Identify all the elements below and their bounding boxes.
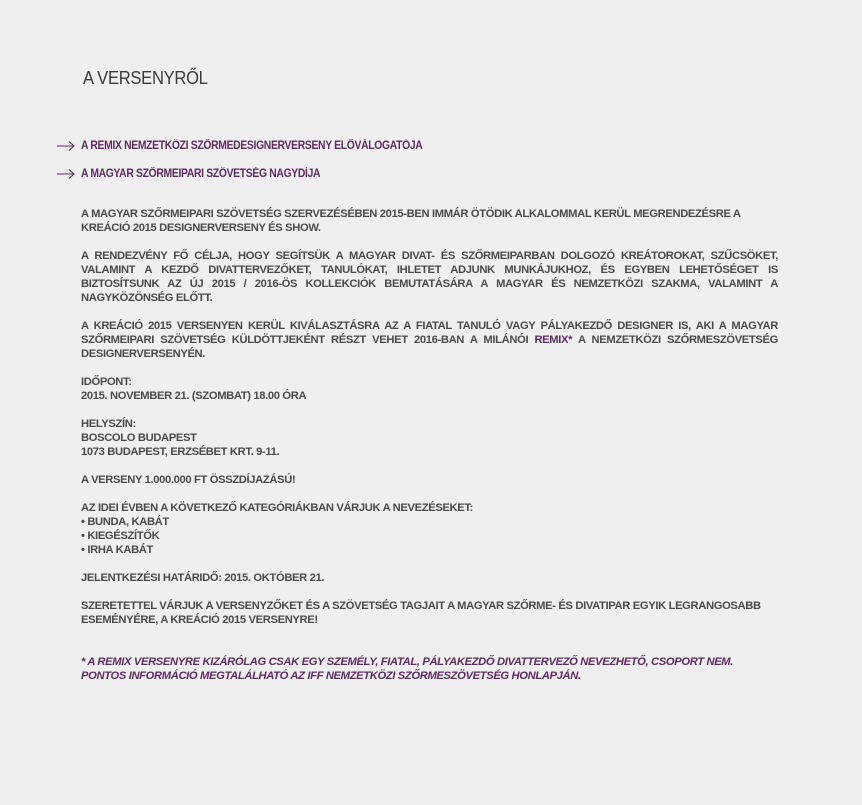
venue-block xyxy=(81,417,778,459)
remix-footnote: * A REMIX VERSENYRE KIZÁRÓLAG CSAK EGY SZEMÉLY, FIATAL, PÁLYAKEZDŐ DIVATTERVEZŐ NEVEZHETŐ, CSOPORT NEM. PONTOS INFORMÁCIÓ MEGTALÁLHATÓ AZ IFF NEMZETKÖZI SZŐRMESZÖVETSÉG HONLAPJÁN. xyxy=(81,656,734,682)
arrow-right-icon xyxy=(56,168,76,180)
category-item: • BUNDA, KABÁT xyxy=(81,516,169,528)
selection-text-before: A KREÁCIÓ 2015 VERSENYEN KERÜL KIVÁLASZTÁSRA AZ A FIATAL TANULÓ VAGY PÁLYAKEZDŐ DESIGNER IS, AKI A MAGYAR SZŐRMEIPARI SZÖVETSÉG KÜLDÖTTJEKÉNT RÉSZT VEHET 2016-BAN A MILÁNÓI xyxy=(81,320,778,346)
selection-text-after: A NEMZETKÖZI SZŐRMESZÖVETSÉG DESIGNERVERSENYÉN. xyxy=(81,334,778,360)
arrow-right-icon xyxy=(56,140,76,152)
category-item: • IRHA KABÁT xyxy=(81,544,154,556)
link-label[interactable]: A REMIX NEMZETKÖZI SZŐRMEDESIGNERVERSENY ELŐVÁLOGATÓJA xyxy=(81,140,423,152)
venue-address: 1073 BUDAPEST, ERZSÉBET KRT. 9-11. xyxy=(81,446,280,458)
link-grand-prize[interactable] xyxy=(56,166,816,182)
categories-label: AZ IDEI ÉVBEN A KÖVETKEZŐ KATEGÓRIÁKBAN VÁRJUK A NEVEZÉSEKET: xyxy=(81,502,473,514)
selection-paragraph xyxy=(81,319,778,361)
invite-paragraph: SZERETETTEL VÁRJUK A VERSENYZŐKET ÉS A SZÖVETSÉG TAGJAIT A MAGYAR SZŐRME- ÉS DIVATIPAR EGYIK LEGRANGOSABB ESEMÉNYÉRE, A KREÁCIÓ 2015 VERSENYRE! xyxy=(81,600,761,626)
remix-highlight: REMIX* xyxy=(534,334,573,346)
date-label: IDŐPONT: xyxy=(81,376,132,388)
deadline-paragraph: JELENTKEZÉSI HATÁRIDŐ: 2015. OKTÓBER 21. xyxy=(81,572,325,584)
section-links xyxy=(56,138,816,194)
page-title: A VERSENYRŐL xyxy=(83,68,208,88)
link-remix-preselection[interactable] xyxy=(56,138,816,154)
date-block xyxy=(81,375,778,403)
venue-name: BOSCOLO BUDAPEST xyxy=(81,432,197,444)
goal-paragraph: A RENDEZVÉNY FŐ CÉLJA, HOGY SEGÍTSÜK A MAGYAR DIVAT- ÉS SZŐRMEIPARBAN DOLGOZÓ KREÁTOROKAT, SZŰCSÖKET, VALAMINT A KEZDŐ DIVATTERVEZŐKET, TANULÓKAT, IHLETET ADJUNK MUNKÁJUKHOZ, ÉS EGYBEN LEHETŐSÉGET IS BIZTOSÍTSUNK AZ ÚJ 2015 / 2016-ÖS KOLLEKCIÓK BEMUTATÁSÁRA A MAGYAR ÉS NEMZETKÖZI SZAKMA, VALAMINT A NAGYKÖZÖNSÉG ELŐTT. xyxy=(81,250,778,304)
prize-paragraph: A VERSENY 1.000.000 FT ÖSSZDÍJAZÁSÚ! xyxy=(81,474,296,486)
categories-block xyxy=(81,501,778,557)
article-body xyxy=(81,207,778,697)
date-value: 2015. NOVEMBER 21. (SZOMBAT) 18.00 ÓRA xyxy=(81,390,307,402)
category-item: • KIEGÉSZÍTŐK xyxy=(81,530,160,542)
intro-paragraph: A MAGYAR SZŐRMEIPARI SZÖVETSÉG SZERVEZÉSÉBEN 2015-BEN IMMÁR ÖTÖDIK ALKALOMMAL KERÜL MEGRENDEZÉSRE A KREÁCIÓ 2015 DESIGNERVERSENY ÉS SHOW. xyxy=(81,208,741,234)
link-label[interactable]: A MAGYAR SZŐRMEIPARI SZÖVETSÉG NAGYDÍJA xyxy=(81,168,321,180)
venue-label: HELYSZÍN: xyxy=(81,418,136,430)
